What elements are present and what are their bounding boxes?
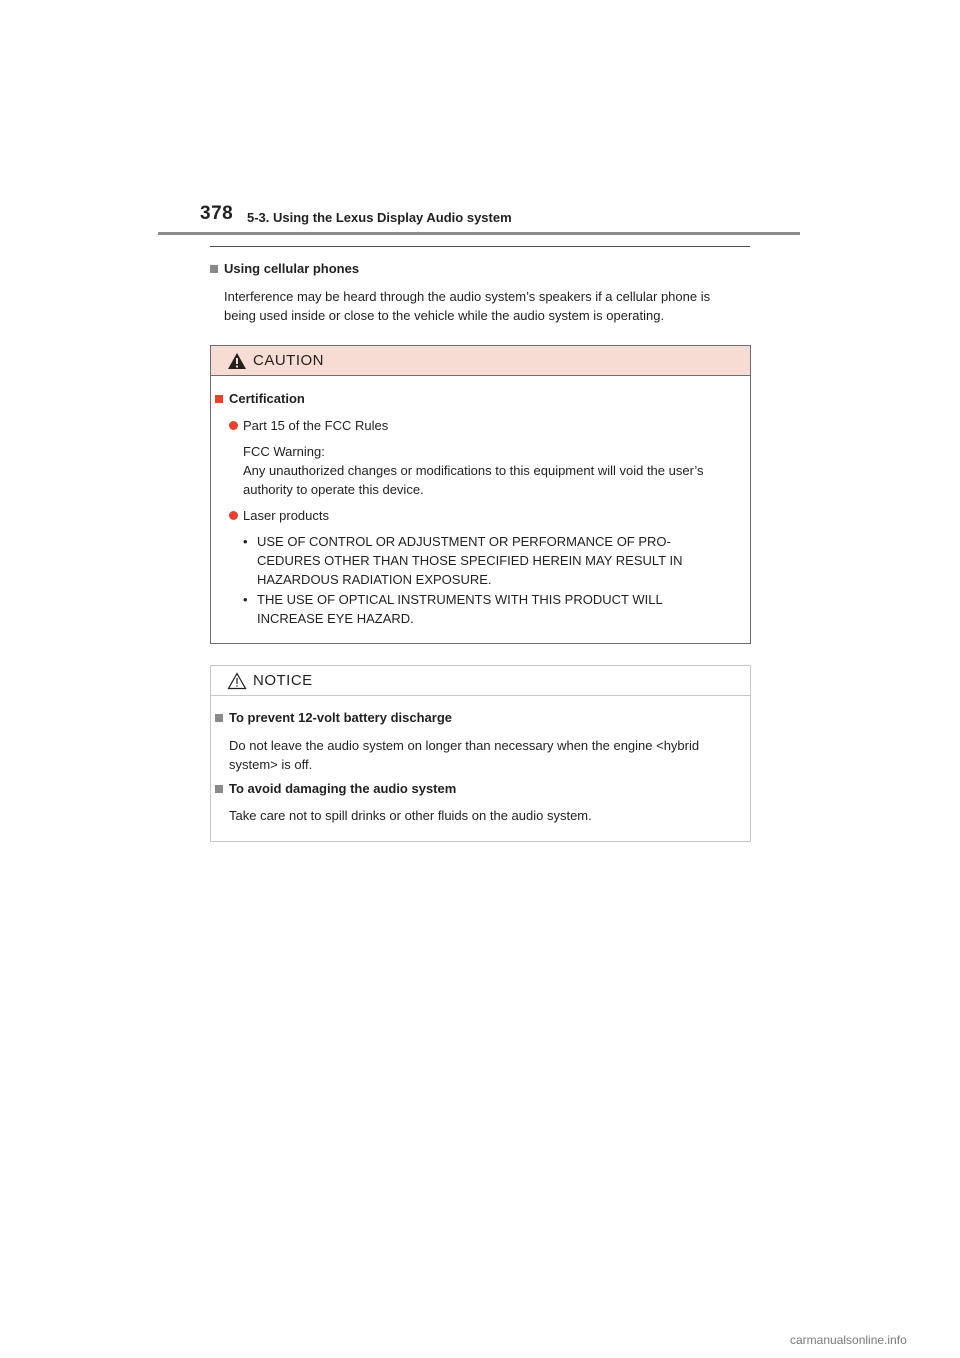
notice-label: NOTICE [253, 672, 313, 689]
header-rule [158, 232, 800, 235]
caution-label: CAUTION [253, 352, 324, 369]
page-header [0, 0, 960, 240]
laser-dot-item-1-line3: HAZARDOUS RADIATION EXPOSURE. [257, 572, 492, 587]
intro-text-line2: being used inside or close to the vehicle while the audio system is operating. [224, 308, 665, 323]
dot-bullet-icon: • [243, 592, 248, 607]
caution-box: CAUTION Certification Part 15 of the FCC Rules FCC Warning: Any unauthorized changes or modifications to this equipment will void the user’s authority to operate this device. Laser products • USE OF CONTROL OR ADJUSTMENT OR PERFORMANCE OF PRO- CEDURES OTHER THAN THOSE SPECIFIED HEREIN MAY RESULT IN HAZARDOUS RADIATION EXPOSURE. • THE USE OF OPTICAL INSTRUMENTS WITH THIS PRODUCT WILL INCREASE EYE HAZARD. [210, 345, 751, 644]
caution-header [211, 346, 750, 376]
caution-item1: Part 15 of the FCC Rules [229, 416, 388, 435]
square-bullet-icon [215, 785, 223, 793]
notice-heading-2: To avoid damaging the audio system [215, 780, 456, 798]
fcc-warning-line1: Any unauthorized changes or modifications to this equipment will void the user’s [243, 463, 704, 478]
notice-text-1-line2: system> is off. [229, 757, 313, 772]
notice-text-2: Take care not to spill drinks or other fluids on the audio system. [229, 808, 592, 823]
page-number: 378 [200, 203, 234, 224]
laser-dot-item-2-line2: INCREASE EYE HAZARD. [257, 611, 414, 626]
laser-dot-item-1-line2: CEDURES OTHER THAN THOSE SPECIFIED HEREIN MAY RESULT IN [257, 553, 683, 568]
caution-heading: Certification [215, 390, 305, 408]
caution-item2: Laser products [229, 506, 329, 525]
circle-bullet-icon [229, 421, 238, 430]
notice-box [210, 665, 751, 842]
notice-header [211, 666, 750, 696]
fcc-warning-line2: authority to operate this device. [243, 482, 424, 497]
circle-bullet-icon [229, 511, 238, 520]
notice-heading-1: To prevent 12-volt battery discharge [215, 709, 452, 727]
square-bullet-icon [215, 395, 223, 403]
warning-outline-icon [227, 672, 247, 690]
square-bullet-icon [210, 265, 218, 273]
section-title: 5-3. Using the Lexus Display Audio system [247, 210, 512, 225]
fcc-warning-label: FCC Warning: [243, 444, 325, 459]
footer-watermark[interactable]: carmanualsonline.info [790, 1333, 907, 1347]
intro-heading: Using cellular phones [210, 260, 359, 278]
dot-bullet-icon: • [243, 534, 248, 549]
square-bullet-icon [215, 714, 223, 722]
notice-text-1-line1: Do not leave the audio system on longer than necessary when the engine <hybrid [229, 738, 700, 753]
content-rule [210, 246, 750, 247]
intro-text-line1: Interference may be heard through the audio system’s speakers if a cellular phone is [224, 289, 711, 304]
warning-icon [227, 352, 247, 370]
